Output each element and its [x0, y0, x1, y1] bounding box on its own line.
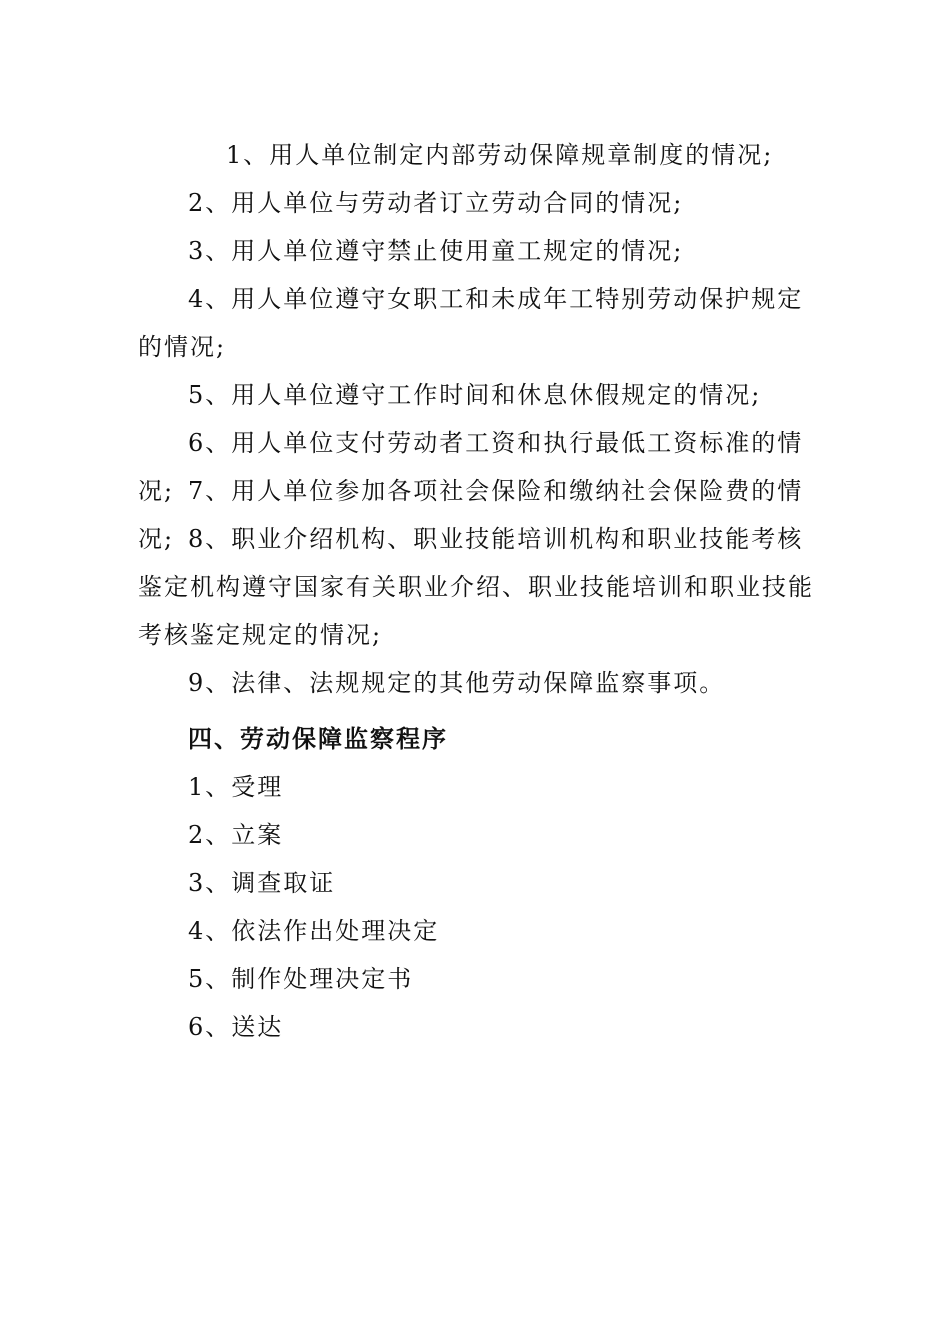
list-item: 8、职业介绍机构、职业技能培训机构和职业技能考核鉴定机构遵守国家有关职业介绍、职业技能培训和职业技能考核鉴定规定的情况; — [138, 525, 814, 649]
list-item: 5、用人单位遵守工作时间和休息休假规定的情况; — [188, 381, 762, 409]
list-item: 7、用人单位参加各项社会保险和缴纳社会保险费的情况; — [138, 477, 804, 553]
procedure-step: 3、调查取证 — [188, 869, 336, 897]
procedure-step: 6、送达 — [188, 1013, 284, 1041]
list-item: 4、用人单位遵守女职工和未成年工特别劳动保护规定的情况; — [138, 285, 804, 361]
procedure-step: 4、依法作出处理决定 — [188, 917, 440, 945]
list-item: 9、法律、法规规定的其他劳动保障监察事项。 — [188, 669, 726, 697]
section-heading: 四、劳动保障监察程序 — [188, 725, 448, 753]
list-item: 1、用人单位制定内部劳动保障规章制度的情况; — [226, 141, 774, 169]
procedure-step: 2、立案 — [188, 821, 284, 849]
list-item: 3、用人单位遵守禁止使用童工规定的情况; — [188, 237, 684, 265]
list-item: 6、用人单位支付劳动者工资和执行最低工资标准的情况; — [138, 429, 804, 505]
list-item: 2、用人单位与劳动者订立劳动合同的情况; — [188, 189, 684, 217]
procedure-step: 5、制作处理决定书 — [188, 965, 414, 993]
procedure-step: 1、受理 — [188, 773, 284, 801]
